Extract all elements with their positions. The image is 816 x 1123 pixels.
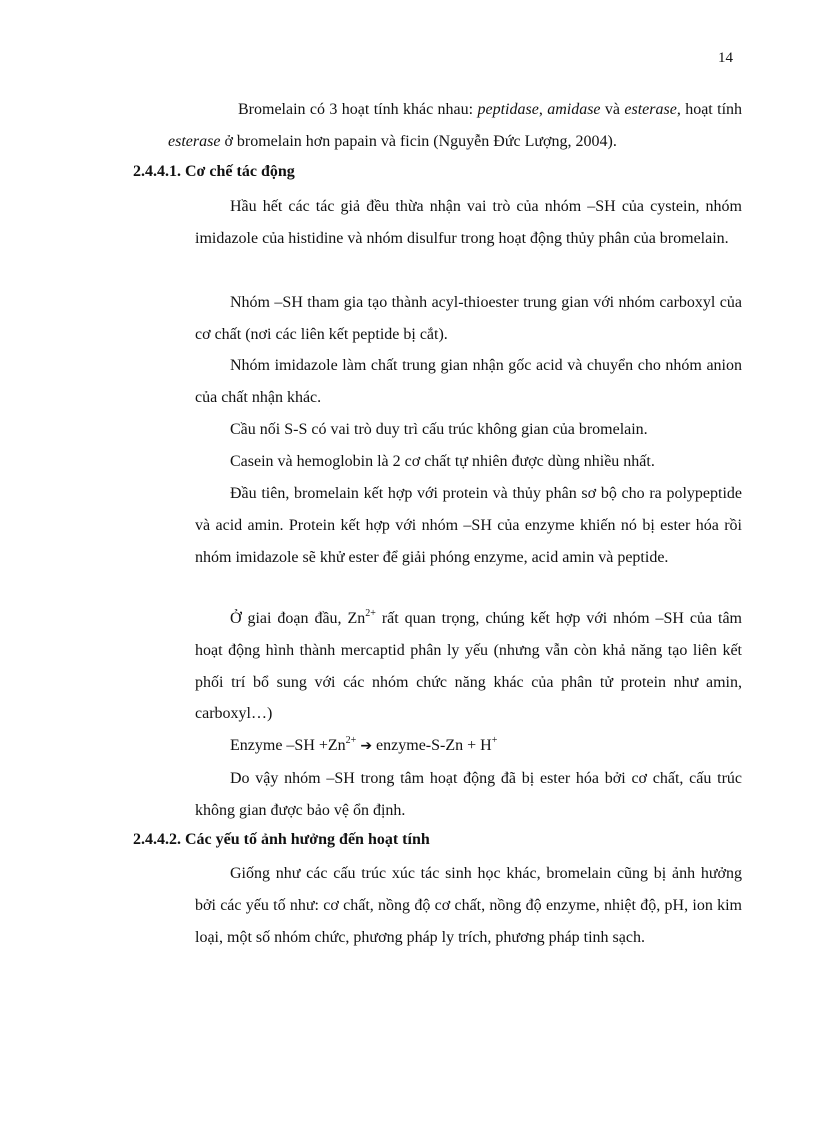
intro-paragraph: Bromelain có 3 hoạt tính khác nhau: peptidase, amidase và esterase, hoạt tính esterase ở bromelain hơn papain và ficin (Nguyễn Đức Lượng, 2004). [168, 101, 743, 150]
paragraph: Nhóm imidazole làm chất trung gian nhận gốc acid và chuyển cho nhóm anion của chất nhận khác. [195, 357, 742, 406]
paragraph: Đầu tiên, bromelain kết hợp với protein và thủy phân sơ bộ cho ra polypeptide và acid amin. Protein kết hợp với nhóm –SH của enzyme khiến nó bị ester hóa rồi nhóm imidazole sẽ khử ester để giải phóng enzyme, acid amin và peptide. [195, 485, 742, 566]
paragraph: Casein và hemoglobin là 2 cơ chất tự nhiên được dùng nhiều nhất. [230, 453, 655, 470]
paragraph: Hầu hết các tác giả đều thừa nhận vai trò của nhóm –SH của cystein, nhóm imidazole của histidine và nhóm disulfur trong hoạt động thủy phân của bromelain. [195, 198, 742, 247]
page-number: 14 [718, 50, 733, 66]
section-heading-mechanism: 2.4.4.1. Cơ chế tác động [133, 163, 295, 180]
term-amidase: amidase [547, 101, 601, 118]
paragraph: Nhóm –SH tham gia tạo thành acyl-thioester trung gian với nhóm carboxyl của cơ chất (nơi các liên kết peptide bị cắt). [195, 294, 742, 343]
arrow-right-icon: ➔ [360, 738, 373, 754]
paragraph: Giống như các cấu trúc xúc tác sinh học khác, bromelain cũng bị ảnh hưởng bởi các yếu tố như: cơ chất, nồng độ cơ chất, nồng độ enzyme, nhiệt độ, pH, ion kim loại, một số nhóm chức, phương pháp ly trích, phương pháp tinh sạch. [195, 865, 742, 946]
reaction-equation: Enzyme $-SH +Zn^{2+}$ ➔ enzyme-S-Zn + H+ [230, 735, 498, 754]
paragraph-zinc: Ở giai đoạn đầu, $Zn^{2+}$ rất quan trọng, chúng kết hợp với nhóm –SH của tâm hoạt động hình thành mercaptid phân ly yếu (nhưng vẫn còn khả năng tạo liên kết phối trí bổ sung với các nhóm chức năng khác của phân tử protein như amin, carboxyl…) [195, 608, 742, 723]
term-esterase-2: esterase [168, 132, 221, 150]
term-esterase: esterase [624, 101, 677, 118]
superscript: 2+ [365, 608, 376, 619]
section-heading-factors: 2.4.4.2. Các yếu tố ảnh hưởng đến hoạt tính [133, 831, 430, 848]
paragraph: Cầu nối S-S có vai trò duy trì cấu trúc không gian của bromelain. [230, 421, 648, 438]
term-peptidase: peptidase [477, 101, 539, 118]
paragraph: Do vậy nhóm –SH trong tâm hoạt động đã bị ester hóa bởi cơ chất, cấu trúc không gian được bảo vệ ổn định. [195, 770, 742, 819]
